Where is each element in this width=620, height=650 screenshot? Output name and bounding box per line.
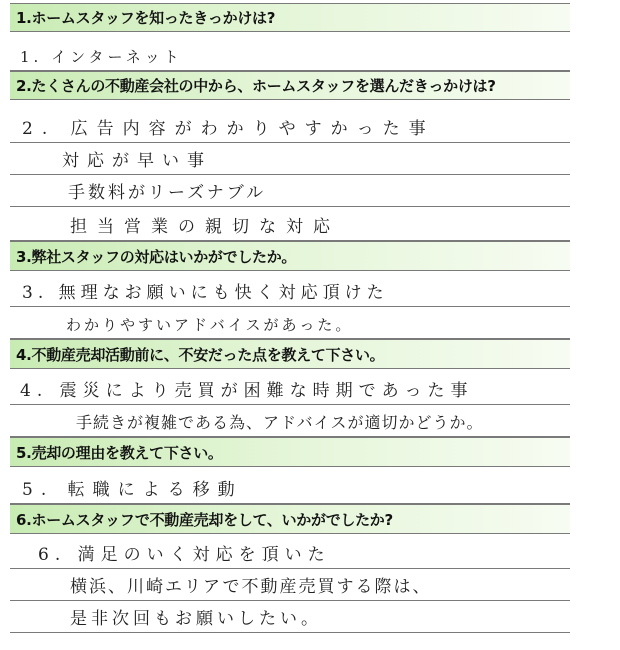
question-2-bar	[10, 71, 570, 100]
answer-2-4: 担当営業の親切な対応	[70, 217, 340, 237]
question-3-text: 3.弊社スタッフの対応はいかがでしたか。	[16, 247, 297, 266]
answer-line	[10, 601, 570, 633]
answer-6-3: 是非次回もお願いしたい。	[70, 609, 322, 629]
answer-line	[10, 271, 570, 307]
question-2-text: 2.たくさんの不動産会社の中から、ホームスタッフを選んだきっかけは?	[16, 77, 496, 95]
question-4-text: 4.不動産売却活動前に、不安だった点を教えて下さい。	[16, 345, 385, 364]
question-5-text: 5.売却の理由を教えて下さい。	[16, 443, 223, 462]
answer-5-1: 5. 転職による移動	[22, 480, 243, 500]
question-4-bar	[10, 339, 570, 369]
answer-line	[10, 369, 570, 405]
question-5-bar	[10, 437, 570, 467]
answer-2-1: 2. 広告内容がわかりやすかった事	[22, 119, 435, 139]
question-6-text: 6.ホームスタッフで不動産売却をして、いかがでしたか?	[16, 510, 393, 529]
answer-line	[10, 467, 570, 504]
answer-line	[10, 100, 570, 143]
answer-1-1: 1. インターネット	[20, 48, 183, 66]
answer-2-2: 対応が早い事	[62, 151, 212, 171]
answer-line	[10, 534, 570, 569]
question-1-bar	[10, 3, 570, 32]
answer-line	[10, 207, 570, 241]
answer-line	[10, 405, 570, 437]
answer-4-1: 4. 震災により売買が困難な時期であった事	[20, 381, 474, 401]
question-3-bar	[10, 241, 570, 271]
question-1-text: 1.ホームスタッフを知ったきっかけは?	[16, 9, 276, 27]
question-6-bar	[10, 504, 570, 534]
answer-line	[10, 143, 570, 175]
answer-3-1: 3. 無理なお願いにも快く対応頂けた	[22, 283, 389, 303]
questionnaire-sheet	[10, 3, 570, 633]
answer-4-2: 手続きが複雑である為、アドバイスが適切かどうか。	[76, 413, 484, 432]
answer-3-2: わかりやすいアドバイスがあった。	[66, 316, 354, 334]
answer-line	[10, 32, 570, 71]
answer-line	[10, 175, 570, 207]
answer-2-3: 手数料がリーズナブル	[68, 183, 267, 203]
answer-6-1: 6. 満足のいく対応を頂いた	[38, 545, 331, 565]
answer-6-2: 横浜、川崎エリアで不動産売買する際は、	[70, 577, 432, 597]
answer-line	[10, 569, 570, 601]
answer-line	[10, 307, 570, 339]
